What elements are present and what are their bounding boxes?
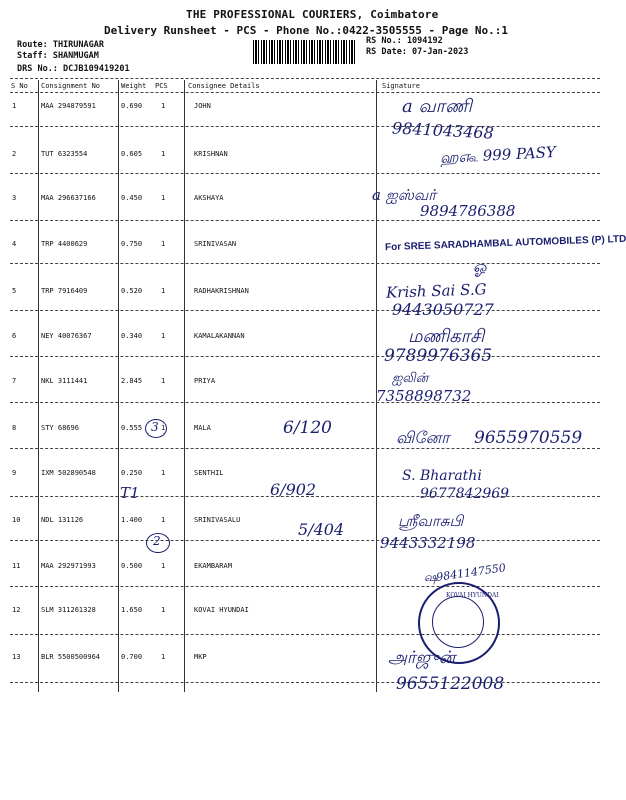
cell-consignment: NDL 131126 (41, 516, 84, 524)
rs-number: RS No.: 1094192 (366, 36, 443, 46)
handwritten-phone-row-5: 9443050727 (392, 300, 494, 319)
row-separator (10, 540, 600, 541)
cell-pcs: 1 (161, 653, 166, 661)
signature-row-11: ஷ (424, 570, 438, 584)
row-separator (10, 682, 600, 683)
handwritten-phone-row-11: 9841147550 (435, 561, 507, 584)
staff-label: Staff: SHANMUGAM (17, 51, 99, 61)
signature-row-13: அர்ஜுன் (388, 648, 456, 668)
row-separator (10, 356, 600, 357)
cell-sno: 13 (12, 653, 21, 661)
seal-text: KOVAI HYUNDAI (446, 592, 499, 599)
cell-sno: 10 (12, 516, 21, 524)
cell-pcs: 1 (161, 516, 166, 524)
cell-weight: 0.555 (121, 424, 143, 432)
cell-consignee: PRIYA (194, 377, 216, 385)
cell-weight: 2.845 (121, 377, 143, 385)
cell-sno: 6 (12, 332, 17, 340)
signature-row-8: வினோ (396, 428, 450, 447)
cell-weight: 0.340 (121, 332, 143, 340)
handwritten-name-row-9: S. Bharathi (402, 468, 482, 484)
signature-row-1: a வாணி (402, 96, 472, 117)
circled-number-row-8: 3 (151, 420, 159, 434)
cell-weight: 0.700 (121, 653, 143, 661)
cell-sno: 1 (12, 102, 17, 110)
row-separator (10, 173, 600, 174)
company-name: THE PROFESSIONAL COURIERS, Coimbatore (186, 8, 439, 21)
cell-consignment: NEY 40076367 (41, 332, 92, 340)
row-separator (10, 263, 600, 264)
row-separator (10, 126, 600, 127)
handwritten-name-row-5: Krish Sai S.G (385, 280, 487, 302)
cell-consignment: TRP 4400629 (41, 240, 88, 248)
cell-consignee: JOHN (194, 102, 211, 110)
handwritten-door-row-9: 6/902 (270, 480, 317, 499)
signature-row-4: ஓ (473, 257, 487, 276)
cell-sno: 5 (12, 287, 17, 295)
row-separator (10, 634, 600, 635)
row-separator (10, 586, 600, 587)
company-stamp-row-4: For SREE SARADHAMBAL AUTOMOBILES (P) LTD (384, 233, 626, 254)
cell-weight: 1.400 (121, 516, 143, 524)
cell-consignment: STY 68696 (41, 424, 79, 432)
col-header-pcs: PCS (155, 82, 168, 90)
cell-consignee: RADHAKRISHNAN (194, 287, 249, 295)
runsheet-title: Delivery Runsheet - PCS - Phone No.:0422-3505555 - Page No.:1 (104, 24, 508, 37)
column-divider (184, 80, 185, 692)
signature-row-3: a ஐஸ்வர் (372, 186, 437, 204)
cell-weight: 0.605 (121, 150, 143, 158)
handwritten-phone-row-6: 9789976365 (384, 346, 493, 366)
cell-sno: 11 (12, 562, 21, 570)
cell-sno: 12 (12, 606, 21, 614)
handwritten-phone-row-7: 7358898732 (376, 387, 472, 405)
cell-consignee: EKAMBARAM (194, 562, 232, 570)
cell-consignee: KOVAI HYUNDAI (194, 606, 249, 614)
cell-pcs: 1 (161, 287, 166, 295)
cell-consignee: SRINIVASAN (194, 240, 237, 248)
row-separator (10, 448, 600, 449)
handwritten-phone-row-1: 9841043468 (391, 118, 495, 143)
barcode (253, 40, 357, 64)
cell-sno: 9 (12, 469, 17, 477)
cell-consignment: TRP 7916409 (41, 287, 88, 295)
rs-date: RS Date: 07-Jan-2023 (366, 47, 469, 57)
cell-sno: 2 (12, 150, 17, 158)
cell-consignee: AKSHAYA (194, 194, 224, 202)
cell-pcs: 1 (161, 102, 166, 110)
cell-weight: 0.520 (121, 287, 143, 295)
circled-number-row-10: 2 (153, 534, 161, 548)
handwritten-phone-row-8: 9655970559 (474, 428, 583, 448)
cell-consignment: NKL 3111441 (41, 377, 88, 385)
cell-sno: 4 (12, 240, 17, 248)
cell-consignee: SRINIVASALU (194, 516, 241, 524)
cell-weight: 0.450 (121, 194, 143, 202)
col-header-consignee: Consignee Details (188, 82, 260, 90)
handwritten-door-row-8: 6/120 (283, 418, 332, 438)
cell-weight: 0.500 (121, 562, 143, 570)
cell-consignment: MAA 292971993 (41, 562, 96, 570)
row-separator (10, 220, 600, 221)
cell-pcs: 1 (161, 424, 166, 432)
cell-sno: 7 (12, 377, 17, 385)
cell-sno: 8 (12, 424, 17, 432)
cell-consignment: BLR 5500500964 (41, 653, 101, 661)
signature-row-2: ஹ௷ 999 PASY (439, 142, 557, 168)
cell-consignee: MALA (194, 424, 211, 432)
column-divider (376, 80, 377, 692)
cell-consignment: SLM 311261328 (41, 606, 96, 614)
cell-pcs: 1 (161, 150, 166, 158)
col-header-signature: Signature (382, 82, 420, 90)
col-header-weight: Weight (121, 82, 147, 90)
column-divider (38, 80, 39, 692)
cell-consignee: MKP (194, 653, 207, 661)
cell-pcs: 1 (161, 332, 166, 340)
cell-weight: 0.250 (121, 469, 143, 477)
column-divider (118, 80, 119, 692)
cell-consignment: MAA 294879591 (41, 102, 96, 110)
header-bottom-rule (10, 92, 600, 93)
handwritten-phone-row-13: 9655122008 (396, 674, 505, 694)
header-top-rule (10, 78, 600, 79)
col-header-consignment: Consignment No (41, 82, 101, 90)
cell-weight: 0.750 (121, 240, 143, 248)
cell-pcs: 1 (161, 469, 166, 477)
row-separator (10, 402, 600, 403)
cell-consignment: TUT 6323554 (41, 150, 88, 158)
cell-pcs: 1 (161, 606, 166, 614)
row-separator (10, 310, 600, 311)
cell-weight: 1.650 (121, 606, 143, 614)
cell-weight: 0.690 (121, 102, 143, 110)
cell-pcs: 1 (161, 562, 166, 570)
cell-consignee: KAMALAKANNAN (194, 332, 245, 340)
signature-row-10: ஸ்ரீவாசுபி (398, 512, 464, 530)
handwritten-phone-row-9: 9677842969 (420, 486, 510, 502)
cell-pcs: 1 (161, 240, 166, 248)
drs-number: DRS No.: DCJB109419201 (17, 64, 130, 74)
cell-consignee: SENTHIL (194, 469, 224, 477)
handwritten-phone-row-3: 9894786388 (420, 202, 516, 220)
cell-pcs: 1 (161, 377, 166, 385)
cell-pcs: 1 (161, 194, 166, 202)
route-label: Route: THIRUNAGAR (17, 40, 104, 50)
col-header-sno: S No (11, 82, 28, 90)
cell-consignment: IXM 502890548 (41, 469, 96, 477)
cell-consignee: KRISHNAN (194, 150, 228, 158)
signature-row-6: மணிகாசி (408, 326, 485, 347)
cell-sno: 3 (12, 194, 17, 202)
handwritten-mark-row-9: T1 (120, 484, 140, 502)
signature-row-7: ஐலின் (392, 371, 429, 386)
handwritten-door-row-10: 5/404 (298, 520, 345, 539)
handwritten-phone-row-10: 9443332198 (380, 534, 476, 552)
cell-consignment: MAA 296637166 (41, 194, 96, 202)
